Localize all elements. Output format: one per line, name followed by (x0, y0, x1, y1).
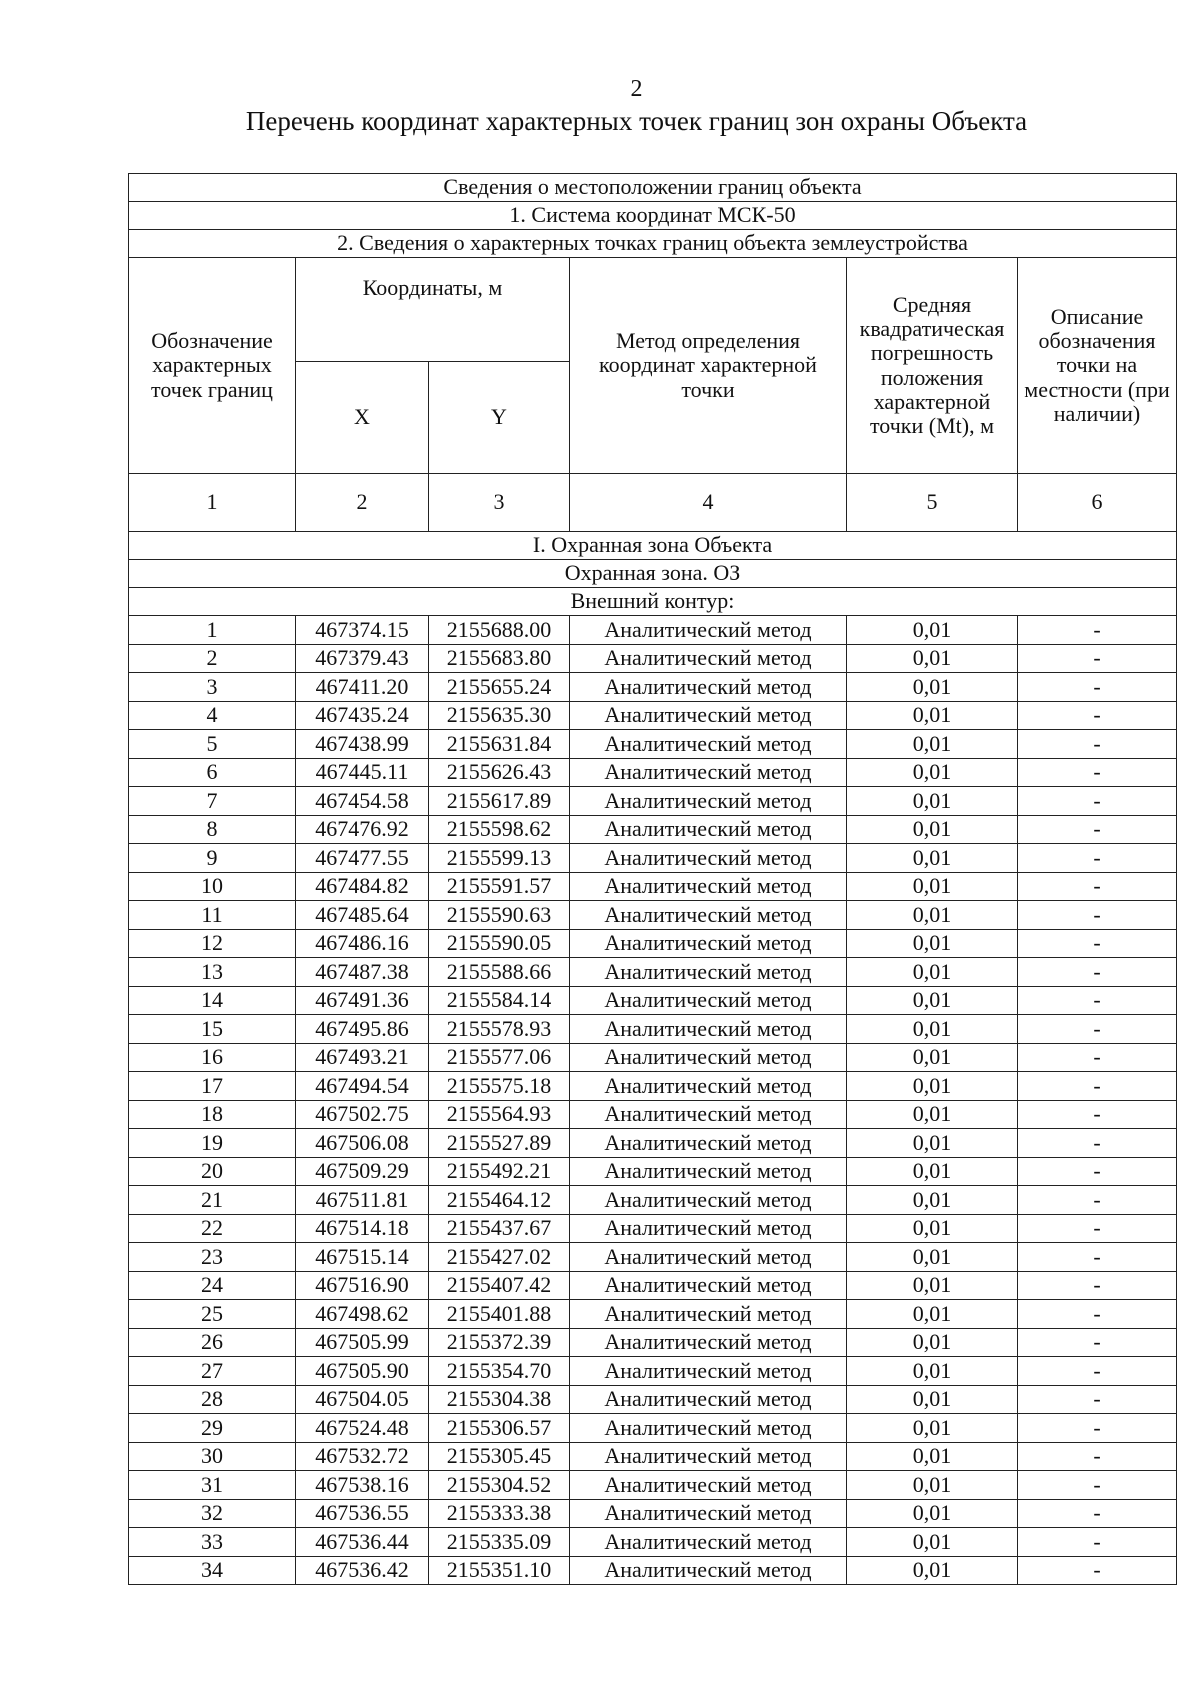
points-section-header: 2. Сведения о характерных точках границ объекта землеустройства (129, 230, 1177, 258)
table-row (129, 1300, 1177, 1329)
method-cell: Аналитический метод (570, 1499, 847, 1528)
table-row (129, 1414, 1177, 1443)
error-cell: 0,01 (847, 1442, 1018, 1471)
method-cell: Аналитический метод (570, 1214, 847, 1243)
table-row (129, 1271, 1177, 1300)
error-cell: 0,01 (847, 1072, 1018, 1101)
method-cell: Аналитический метод (570, 1015, 847, 1044)
x-coordinate-cell: 467505.90 (296, 1357, 429, 1386)
description-cell: - (1018, 1328, 1177, 1357)
x-coordinate-cell: 467485.64 (296, 901, 429, 930)
column-number: 2 (296, 474, 429, 532)
x-coordinate-cell: 467511.81 (296, 1186, 429, 1215)
point-number-cell: 30 (129, 1442, 296, 1471)
y-coordinate-cell: 2155492.21 (429, 1157, 570, 1186)
error-cell: 0,01 (847, 1300, 1018, 1329)
point-number-cell: 21 (129, 1186, 296, 1215)
description-cell: - (1018, 815, 1177, 844)
point-number-cell: 8 (129, 815, 296, 844)
method-cell: Аналитический метод (570, 1129, 847, 1158)
method-cell: Аналитический метод (570, 787, 847, 816)
point-number-cell: 23 (129, 1243, 296, 1272)
x-coordinate-cell: 467477.55 (296, 844, 429, 873)
contour-title: Внешний контур: (129, 588, 1177, 616)
error-cell: 0,01 (847, 1214, 1018, 1243)
point-number-cell: 12 (129, 929, 296, 958)
method-cell: Аналитический метод (570, 1043, 847, 1072)
table-row (129, 815, 1177, 844)
error-cell: 0,01 (847, 872, 1018, 901)
method-cell: Аналитический метод (570, 1157, 847, 1186)
y-coordinate-cell: 2155626.43 (429, 758, 570, 787)
column-number: 3 (429, 474, 570, 532)
y-coordinate-cell: 2155683.80 (429, 644, 570, 673)
zone-subtitle: Охранная зона. ОЗ (129, 560, 1177, 588)
x-coordinate-cell: 467498.62 (296, 1300, 429, 1329)
error-cell: 0,01 (847, 1328, 1018, 1357)
table-row (129, 1072, 1177, 1101)
table-row (129, 986, 1177, 1015)
error-cell: 0,01 (847, 1015, 1018, 1044)
y-coordinate-cell: 2155305.45 (429, 1442, 570, 1471)
description-cell: - (1018, 1129, 1177, 1158)
point-number-cell: 19 (129, 1129, 296, 1158)
x-coordinate-cell: 467524.48 (296, 1414, 429, 1443)
table-row (129, 616, 1177, 645)
y-coordinate-cell: 2155464.12 (429, 1186, 570, 1215)
y-coordinate-cell: 2155577.06 (429, 1043, 570, 1072)
point-number-cell: 24 (129, 1271, 296, 1300)
y-coordinate-cell: 2155617.89 (429, 787, 570, 816)
point-number-cell: 7 (129, 787, 296, 816)
y-coordinate-cell: 2155578.93 (429, 1015, 570, 1044)
y-coordinate-cell: 2155635.30 (429, 701, 570, 730)
method-cell: Аналитический метод (570, 644, 847, 673)
point-number-cell: 6 (129, 758, 296, 787)
x-coordinate-cell: 467502.75 (296, 1100, 429, 1129)
table-row (129, 958, 1177, 987)
description-cell: - (1018, 701, 1177, 730)
method-cell: Аналитический метод (570, 1072, 847, 1101)
point-number-cell: 27 (129, 1357, 296, 1386)
error-cell: 0,01 (847, 901, 1018, 930)
point-number-cell: 33 (129, 1528, 296, 1557)
error-cell: 0,01 (847, 1357, 1018, 1386)
point-number-cell: 17 (129, 1072, 296, 1101)
x-coordinate-cell: 467435.24 (296, 701, 429, 730)
x-coordinate-cell: 467506.08 (296, 1129, 429, 1158)
description-cell: - (1018, 1100, 1177, 1129)
description-cell: - (1018, 1528, 1177, 1557)
x-coordinate-cell: 467532.72 (296, 1442, 429, 1471)
description-cell: - (1018, 1556, 1177, 1585)
method-cell: Аналитический метод (570, 1100, 847, 1129)
x-coordinate-cell: 467514.18 (296, 1214, 429, 1243)
description-cell: - (1018, 1385, 1177, 1414)
method-cell: Аналитический метод (570, 1471, 847, 1500)
y-coordinate-cell: 2155335.09 (429, 1528, 570, 1557)
y-coordinate-cell: 2155588.66 (429, 958, 570, 987)
error-cell: 0,01 (847, 986, 1018, 1015)
x-coordinate-cell: 467495.86 (296, 1015, 429, 1044)
point-number-cell: 16 (129, 1043, 296, 1072)
method-cell: Аналитический метод (570, 1186, 847, 1215)
y-coordinate-cell: 2155564.93 (429, 1100, 570, 1129)
method-cell: Аналитический метод (570, 872, 847, 901)
coordinates-table (128, 173, 1177, 1585)
table-row (129, 1100, 1177, 1129)
error-cell: 0,01 (847, 1186, 1018, 1215)
point-number-cell: 20 (129, 1157, 296, 1186)
description-cell: - (1018, 1243, 1177, 1272)
method-cell: Аналитический метод (570, 1328, 847, 1357)
x-coordinate-cell: 467379.43 (296, 644, 429, 673)
point-number-cell: 13 (129, 958, 296, 987)
point-number-cell: 5 (129, 730, 296, 759)
error-cell: 0,01 (847, 1414, 1018, 1443)
x-coordinate-cell: 467536.42 (296, 1556, 429, 1585)
error-cell: 0,01 (847, 844, 1018, 873)
table-row (129, 1015, 1177, 1044)
point-number-cell: 15 (129, 1015, 296, 1044)
table-row (129, 701, 1177, 730)
table-row (129, 872, 1177, 901)
x-coordinate-cell: 467538.16 (296, 1471, 429, 1500)
table-row (129, 644, 1177, 673)
error-cell: 0,01 (847, 1499, 1018, 1528)
method-cell: Аналитический метод (570, 1300, 847, 1329)
table-row (129, 929, 1177, 958)
location-section-header: Сведения о местоположении границ объекта (129, 174, 1177, 202)
x-coordinate-cell: 467374.15 (296, 616, 429, 645)
point-number-cell: 10 (129, 872, 296, 901)
error-cell: 0,01 (847, 1556, 1018, 1585)
y-coordinate-cell: 2155599.13 (429, 844, 570, 873)
error-cell: 0,01 (847, 958, 1018, 987)
error-header: Средняя квадратическая погрешность положения характерной точки (Mt), м (847, 258, 1018, 474)
x-coordinate-cell: 467493.21 (296, 1043, 429, 1072)
table-row (129, 1556, 1177, 1585)
y-coordinate-cell: 2155655.24 (429, 673, 570, 702)
table-row (129, 758, 1177, 787)
y-coordinate-cell: 2155354.70 (429, 1357, 570, 1386)
description-cell: - (1018, 1271, 1177, 1300)
method-header: Метод определения координат характерной точки (570, 258, 847, 474)
method-cell: Аналитический метод (570, 758, 847, 787)
error-cell: 0,01 (847, 616, 1018, 645)
page-number: 2 (630, 76, 643, 102)
description-cell: - (1018, 1072, 1177, 1101)
table-row (129, 1214, 1177, 1243)
error-cell: 0,01 (847, 929, 1018, 958)
error-cell: 0,01 (847, 815, 1018, 844)
error-cell: 0,01 (847, 1043, 1018, 1072)
x-coordinate-cell: 467484.82 (296, 872, 429, 901)
error-cell: 0,01 (847, 673, 1018, 702)
description-cell: - (1018, 1214, 1177, 1243)
y-coordinate-cell: 2155631.84 (429, 730, 570, 759)
point-number-cell: 2 (129, 644, 296, 673)
coordinate-system-header: 1. Система координат МСК-50 (129, 202, 1177, 230)
y-coordinate-cell: 2155688.00 (429, 616, 570, 645)
point-number-cell: 1 (129, 616, 296, 645)
description-cell: - (1018, 673, 1177, 702)
x-coordinate-cell: 467491.36 (296, 986, 429, 1015)
description-cell: - (1018, 616, 1177, 645)
description-cell: - (1018, 929, 1177, 958)
coordinates-header: Координаты, м (296, 258, 570, 362)
table-row (129, 1043, 1177, 1072)
table-row (129, 1328, 1177, 1357)
x-coordinate-cell: 467487.38 (296, 958, 429, 987)
description-cell: - (1018, 758, 1177, 787)
column-number: 6 (1018, 474, 1177, 532)
column-number: 5 (847, 474, 1018, 532)
error-cell: 0,01 (847, 701, 1018, 730)
y-header: Y (429, 362, 570, 474)
method-cell: Аналитический метод (570, 1385, 847, 1414)
x-coordinate-cell: 467454.58 (296, 787, 429, 816)
column-number: 1 (129, 474, 296, 532)
x-coordinate-cell: 467536.55 (296, 1499, 429, 1528)
y-coordinate-cell: 2155437.67 (429, 1214, 570, 1243)
table-row (129, 844, 1177, 873)
method-cell: Аналитический метод (570, 616, 847, 645)
table-row (129, 1499, 1177, 1528)
x-coordinate-cell: 467505.99 (296, 1328, 429, 1357)
error-cell: 0,01 (847, 1271, 1018, 1300)
method-cell: Аналитический метод (570, 844, 847, 873)
description-cell: - (1018, 1499, 1177, 1528)
point-number-cell: 34 (129, 1556, 296, 1585)
y-coordinate-cell: 2155372.39 (429, 1328, 570, 1357)
description-cell: - (1018, 1442, 1177, 1471)
table-row (129, 1528, 1177, 1557)
y-coordinate-cell: 2155407.42 (429, 1271, 570, 1300)
error-cell: 0,01 (847, 1100, 1018, 1129)
description-cell: - (1018, 1186, 1177, 1215)
error-cell: 0,01 (847, 1243, 1018, 1272)
error-cell: 0,01 (847, 1129, 1018, 1158)
y-coordinate-cell: 2155427.02 (429, 1243, 570, 1272)
description-cell: - (1018, 1357, 1177, 1386)
zone-title: I. Охранная зона Объекта (129, 532, 1177, 560)
x-coordinate-cell: 467411.20 (296, 673, 429, 702)
point-number-cell: 32 (129, 1499, 296, 1528)
method-cell: Аналитический метод (570, 730, 847, 759)
error-cell: 0,01 (847, 1528, 1018, 1557)
error-cell: 0,01 (847, 1471, 1018, 1500)
description-cell: - (1018, 730, 1177, 759)
x-coordinate-cell: 467438.99 (296, 730, 429, 759)
column-number: 4 (570, 474, 847, 532)
y-coordinate-cell: 2155306.57 (429, 1414, 570, 1443)
x-coordinate-cell: 467516.90 (296, 1271, 429, 1300)
y-coordinate-cell: 2155575.18 (429, 1072, 570, 1101)
table-row (129, 730, 1177, 759)
description-header: Описание обозначения точки на местности (при наличии) (1018, 258, 1177, 474)
table-row (129, 1129, 1177, 1158)
description-cell: - (1018, 844, 1177, 873)
method-cell: Аналитический метод (570, 1271, 847, 1300)
point-number-cell: 22 (129, 1214, 296, 1243)
x-coordinate-cell: 467515.14 (296, 1243, 429, 1272)
method-cell: Аналитический метод (570, 1243, 847, 1272)
point-number-cell: 3 (129, 673, 296, 702)
table-row (129, 1186, 1177, 1215)
description-cell: - (1018, 1414, 1177, 1443)
method-cell: Аналитический метод (570, 701, 847, 730)
table-row (129, 1157, 1177, 1186)
point-number-cell: 14 (129, 986, 296, 1015)
description-cell: - (1018, 787, 1177, 816)
error-cell: 0,01 (847, 787, 1018, 816)
y-coordinate-cell: 2155591.57 (429, 872, 570, 901)
error-cell: 0,01 (847, 1385, 1018, 1414)
method-cell: Аналитический метод (570, 929, 847, 958)
point-number-cell: 18 (129, 1100, 296, 1129)
y-coordinate-cell: 2155304.38 (429, 1385, 570, 1414)
y-coordinate-cell: 2155590.05 (429, 929, 570, 958)
method-cell: Аналитический метод (570, 1442, 847, 1471)
table-row (129, 673, 1177, 702)
y-coordinate-cell: 2155351.10 (429, 1556, 570, 1585)
method-cell: Аналитический метод (570, 901, 847, 930)
y-coordinate-cell: 2155333.38 (429, 1499, 570, 1528)
table-row (129, 901, 1177, 930)
method-cell: Аналитический метод (570, 1357, 847, 1386)
x-coordinate-cell: 467509.29 (296, 1157, 429, 1186)
y-coordinate-cell: 2155304.52 (429, 1471, 570, 1500)
method-cell: Аналитический метод (570, 1414, 847, 1443)
description-cell: - (1018, 644, 1177, 673)
x-coordinate-cell: 467536.44 (296, 1528, 429, 1557)
error-cell: 0,01 (847, 730, 1018, 759)
description-cell: - (1018, 1157, 1177, 1186)
description-cell: - (1018, 1471, 1177, 1500)
table-row (129, 1357, 1177, 1386)
description-cell: - (1018, 1043, 1177, 1072)
method-cell: Аналитический метод (570, 1556, 847, 1585)
y-coordinate-cell: 2155598.62 (429, 815, 570, 844)
error-cell: 0,01 (847, 1157, 1018, 1186)
description-cell: - (1018, 986, 1177, 1015)
y-coordinate-cell: 2155584.14 (429, 986, 570, 1015)
description-cell: - (1018, 1300, 1177, 1329)
x-coordinate-cell: 467476.92 (296, 815, 429, 844)
point-number-cell: 4 (129, 701, 296, 730)
description-cell: - (1018, 901, 1177, 930)
table-row (129, 1243, 1177, 1272)
designation-header: Обозначение характерных точек границ (129, 258, 296, 474)
error-cell: 0,01 (847, 644, 1018, 673)
x-coordinate-cell: 467486.16 (296, 929, 429, 958)
method-cell: Аналитический метод (570, 815, 847, 844)
x-coordinate-cell: 467504.05 (296, 1385, 429, 1414)
table-row (129, 787, 1177, 816)
point-number-cell: 11 (129, 901, 296, 930)
point-number-cell: 9 (129, 844, 296, 873)
point-number-cell: 29 (129, 1414, 296, 1443)
point-number-cell: 26 (129, 1328, 296, 1357)
table-row (129, 1385, 1177, 1414)
y-coordinate-cell: 2155401.88 (429, 1300, 570, 1329)
point-number-cell: 31 (129, 1471, 296, 1500)
method-cell: Аналитический метод (570, 958, 847, 987)
document-title: Перечень координат характерных точек границ зон охраны Объекта (245, 106, 1028, 136)
description-cell: - (1018, 1015, 1177, 1044)
y-coordinate-cell: 2155527.89 (429, 1129, 570, 1158)
description-cell: - (1018, 872, 1177, 901)
x-coordinate-cell: 467494.54 (296, 1072, 429, 1101)
y-coordinate-cell: 2155590.63 (429, 901, 570, 930)
error-cell: 0,01 (847, 758, 1018, 787)
method-cell: Аналитический метод (570, 1528, 847, 1557)
table-row (129, 1471, 1177, 1500)
x-header: X (296, 362, 429, 474)
point-number-cell: 28 (129, 1385, 296, 1414)
table-row (129, 1442, 1177, 1471)
method-cell: Аналитический метод (570, 673, 847, 702)
method-cell: Аналитический метод (570, 986, 847, 1015)
description-cell: - (1018, 958, 1177, 987)
point-number-cell: 25 (129, 1300, 296, 1329)
x-coordinate-cell: 467445.11 (296, 758, 429, 787)
